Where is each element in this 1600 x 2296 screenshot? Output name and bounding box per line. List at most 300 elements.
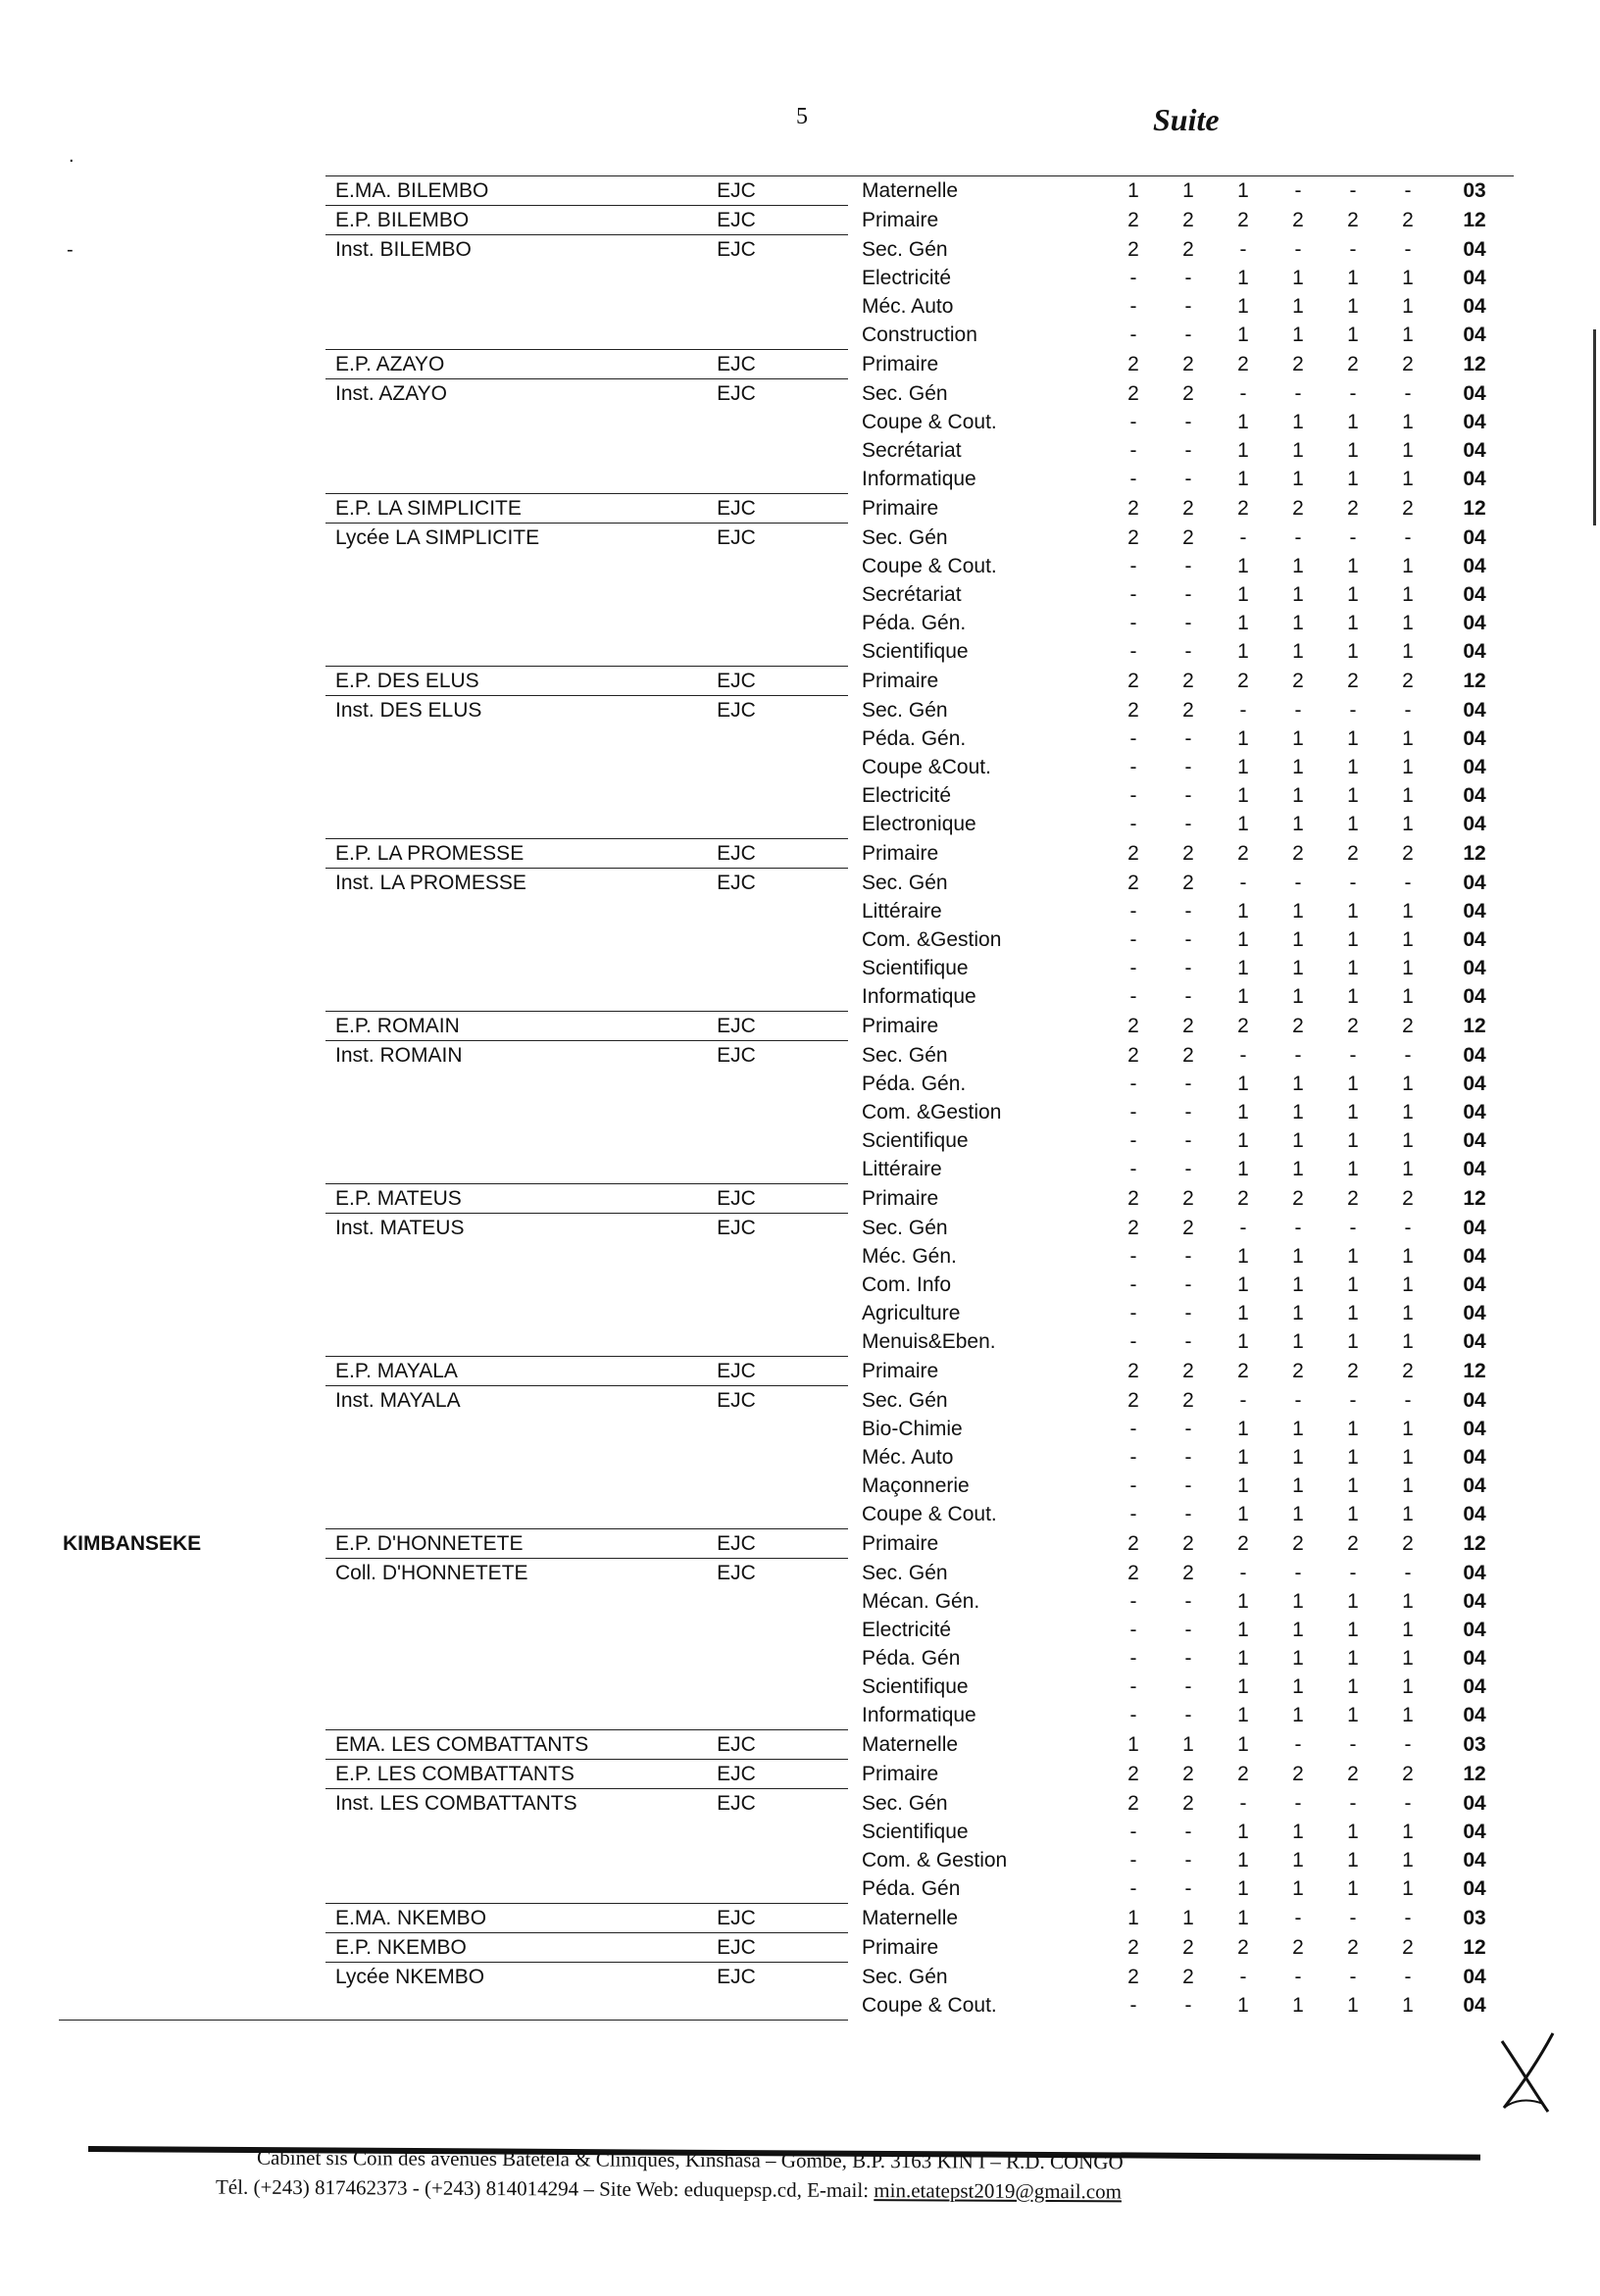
class-count-cell: 1 xyxy=(1402,957,1414,979)
class-count-cell: 2 xyxy=(1292,842,1304,865)
class-count-cell: 1 xyxy=(1292,411,1304,433)
table-row xyxy=(59,1214,1514,1243)
class-count-cell: 2 xyxy=(1182,1187,1194,1210)
school-cell xyxy=(325,264,625,292)
school-cell xyxy=(325,292,625,321)
regime-cell xyxy=(625,1242,848,1271)
class-count-cell: - xyxy=(1129,813,1137,836)
school-cell xyxy=(325,1242,625,1271)
total-cell: 04 xyxy=(1463,1388,1486,1412)
class-count-cell: - xyxy=(1184,583,1192,606)
option-cell: Littéraire xyxy=(862,1158,942,1181)
class-count-cell: 2 xyxy=(1237,1187,1249,1210)
class-count-cell: - xyxy=(1404,871,1412,894)
class-count-cell: 1 xyxy=(1292,1590,1304,1613)
total-cell: 04 xyxy=(1463,1849,1486,1872)
class-count-cell: - xyxy=(1184,727,1192,750)
regime-cell xyxy=(625,1644,848,1672)
class-count-cell: 2 xyxy=(1237,209,1249,231)
option-cell: Sec. Gén xyxy=(862,381,948,405)
total-cell: 04 xyxy=(1463,900,1486,923)
regime-cell: EJC xyxy=(625,1760,848,1789)
class-count-cell: - xyxy=(1184,1619,1192,1641)
total-cell: 12 xyxy=(1463,209,1486,231)
school-cell xyxy=(325,982,625,1012)
class-count-cell: - xyxy=(1294,1965,1302,1988)
regime-cell xyxy=(625,1299,848,1327)
table-row xyxy=(59,1357,1514,1386)
school-cell xyxy=(325,436,625,465)
class-count-cell: 1 xyxy=(1237,1821,1249,1843)
class-count-cell: 2 xyxy=(1127,1561,1139,1584)
class-count-cell: 1 xyxy=(1237,439,1249,462)
total-cell: 04 xyxy=(1463,439,1486,462)
table-row xyxy=(59,1299,1514,1327)
table-row xyxy=(59,1818,1514,1846)
class-count-cell: 1 xyxy=(1216,176,1271,206)
class-count-cell: 1 xyxy=(1402,1994,1414,2018)
class-count-cell: 1 xyxy=(1347,1474,1359,1497)
ville-cell xyxy=(59,408,325,436)
class-count-cell: 1 xyxy=(1237,1330,1249,1354)
ville-cell xyxy=(59,494,325,524)
class-count-cell: 1 xyxy=(1292,1849,1304,1872)
class-count-cell: 1 xyxy=(1292,784,1304,807)
class-count-cell: 1 xyxy=(1347,295,1359,318)
class-count-cell: - xyxy=(1404,1388,1412,1412)
regime-cell: EJC xyxy=(625,350,848,379)
option-cell: Méc. Auto xyxy=(862,1446,954,1469)
class-count-cell: - xyxy=(1129,1418,1137,1440)
total-cell: 04 xyxy=(1463,1273,1486,1296)
ville-cell xyxy=(59,379,325,409)
table-row xyxy=(59,580,1514,609)
class-count-cell: 1 xyxy=(1292,1418,1304,1440)
table-row xyxy=(59,982,1514,1012)
table-row xyxy=(59,1500,1514,1529)
class-count-cell: 1 xyxy=(1237,612,1249,634)
regime-cell: EJC xyxy=(625,206,848,235)
option-cell: Littéraire xyxy=(862,900,942,923)
class-count-cell: - xyxy=(1184,411,1192,433)
class-count-cell: 1 xyxy=(1402,1273,1414,1296)
class-count-cell: 1 xyxy=(1347,900,1359,923)
class-count-cell: 1 xyxy=(1237,1418,1249,1440)
ville-cell xyxy=(59,206,325,235)
ville-cell xyxy=(59,897,325,925)
class-count-cell: 1 xyxy=(1402,727,1414,750)
class-count-cell: 1 xyxy=(1402,1647,1414,1670)
class-count-cell: - xyxy=(1294,237,1302,261)
regime-cell xyxy=(625,1327,848,1357)
total-cell: 04 xyxy=(1463,411,1486,433)
class-count-cell: - xyxy=(1129,756,1137,778)
class-count-cell: 2 xyxy=(1292,1936,1304,1959)
table-row xyxy=(59,379,1514,409)
class-count-cell: 1 xyxy=(1237,267,1249,289)
regime-cell xyxy=(625,1443,848,1472)
class-count-cell: 2 xyxy=(1347,1936,1359,1959)
ville-cell xyxy=(59,1933,325,1963)
class-count-cell: 1 xyxy=(1402,1418,1414,1440)
table-row xyxy=(59,839,1514,869)
ville-cell xyxy=(59,350,325,379)
option-cell: Primaire xyxy=(862,670,939,692)
class-count-cell: - xyxy=(1184,1101,1192,1123)
school-cell xyxy=(325,1327,625,1357)
table-row xyxy=(59,350,1514,379)
school-cell xyxy=(325,724,625,753)
option-cell: Péda. Gén xyxy=(862,1647,961,1670)
ville-cell: KIMBANSEKE xyxy=(63,1531,202,1555)
class-count-cell: 2 xyxy=(1292,209,1304,231)
class-count-cell: 2 xyxy=(1127,1216,1139,1239)
class-count-cell: - xyxy=(1404,1733,1412,1756)
class-count-cell: 1 xyxy=(1347,1273,1359,1296)
class-count-cell: - xyxy=(1129,640,1137,664)
footer-email-link[interactable]: min.etatepst2019@gmail.com xyxy=(874,2178,1123,2204)
regime-cell: EJC xyxy=(625,1933,848,1963)
total-cell: 04 xyxy=(1463,1590,1486,1613)
class-count-cell: - xyxy=(1404,1216,1412,1239)
school-cell: Lycée NKEMBO xyxy=(325,1963,625,1992)
table-row xyxy=(59,321,1514,350)
school-cell xyxy=(325,609,625,637)
class-count-cell: 2 xyxy=(1347,353,1359,375)
class-count-cell: 2 xyxy=(1127,209,1139,231)
class-count-cell: 2 xyxy=(1402,497,1414,520)
ville-cell xyxy=(59,1730,325,1760)
class-count-cell: 1 xyxy=(1237,1877,1249,1901)
ville-cell xyxy=(59,1644,325,1672)
class-count-cell: 1 xyxy=(1292,1675,1304,1698)
class-count-cell: 2 xyxy=(1292,1015,1304,1037)
table-row xyxy=(59,1559,1514,1588)
ville-cell xyxy=(59,1155,325,1184)
class-count-cell: - xyxy=(1184,900,1192,923)
class-count-cell: - xyxy=(1129,324,1137,347)
table-row xyxy=(59,1012,1514,1041)
class-count-cell: 1 xyxy=(1292,1503,1304,1526)
table-row xyxy=(59,1242,1514,1271)
class-count-cell: 2 xyxy=(1182,1763,1194,1785)
option-cell: Primaire xyxy=(862,1015,939,1037)
regime-cell xyxy=(625,1500,848,1529)
table-row xyxy=(59,1789,1514,1819)
school-cell: E.P. MATEUS xyxy=(325,1184,625,1214)
option-cell: Scientifique xyxy=(862,1821,969,1843)
class-count-cell: - xyxy=(1129,1330,1137,1354)
class-count-cell: - xyxy=(1349,1907,1357,1929)
option-cell: Primaire xyxy=(862,1936,939,1959)
class-count-cell: 1 xyxy=(1347,756,1359,778)
ville-cell xyxy=(59,1415,325,1443)
class-count-cell: 1 xyxy=(1237,1503,1249,1526)
class-count-cell: - xyxy=(1239,237,1247,261)
class-count-cell: 2 xyxy=(1182,1532,1194,1555)
class-count-cell: - xyxy=(1184,1994,1192,2018)
class-count-cell: 2 xyxy=(1402,209,1414,231)
class-count-cell: 2 xyxy=(1182,1791,1194,1815)
class-count-cell: 1 xyxy=(1402,813,1414,836)
option-cell: Primaire xyxy=(862,209,939,231)
class-count-cell: 2 xyxy=(1127,698,1139,722)
regime-cell xyxy=(625,1616,848,1644)
class-count-cell: - xyxy=(1349,698,1357,722)
class-count-cell: 1 xyxy=(1347,1302,1359,1324)
table-row xyxy=(59,1760,1514,1789)
class-count-cell: 1 xyxy=(1127,1733,1139,1756)
class-count-cell: 1 xyxy=(1347,1590,1359,1613)
class-count-cell: 1 xyxy=(1347,1647,1359,1670)
class-count-cell: - xyxy=(1349,871,1357,894)
class-count-cell: 1 xyxy=(1237,813,1249,836)
class-count-cell: - xyxy=(1129,1245,1137,1268)
class-count-cell: 1 xyxy=(1292,1129,1304,1152)
class-count-cell: 1 xyxy=(1402,640,1414,664)
class-count-cell: 2 xyxy=(1292,1360,1304,1382)
class-count-cell: 1 xyxy=(1237,900,1249,923)
class-count-cell: 1 xyxy=(1237,324,1249,347)
class-count-cell: - xyxy=(1380,176,1435,206)
table-row xyxy=(59,1846,1514,1874)
class-count-cell: 1 xyxy=(1237,1101,1249,1123)
option-cell: Sec. Gén xyxy=(862,237,948,261)
class-count-cell: 1 xyxy=(1347,727,1359,750)
total-cell: 12 xyxy=(1463,1360,1486,1382)
class-count-cell: - xyxy=(1184,1418,1192,1440)
class-count-cell: - xyxy=(1129,1302,1137,1324)
class-count-cell: 2 xyxy=(1182,1965,1194,1988)
class-count-cell: - xyxy=(1325,176,1380,206)
table-row xyxy=(59,206,1514,235)
school-cell xyxy=(325,408,625,436)
option-cell: Com. Info xyxy=(862,1273,952,1296)
ville-cell xyxy=(59,1126,325,1155)
school-cell: E.MA. NKEMBO xyxy=(325,1904,625,1933)
school-cell xyxy=(325,753,625,781)
total-cell: 04 xyxy=(1463,1043,1486,1067)
regime-cell: EJC xyxy=(625,1184,848,1214)
regime-cell: EJC xyxy=(625,1529,848,1559)
table-row xyxy=(59,1327,1514,1357)
regime-cell xyxy=(625,436,848,465)
class-count-cell: 1 xyxy=(1402,1129,1414,1152)
option-cell: Electricité xyxy=(862,1619,952,1641)
class-count-cell: - xyxy=(1129,1619,1137,1641)
total-cell: 04 xyxy=(1463,583,1486,606)
class-count-cell: - xyxy=(1294,381,1302,405)
table-row xyxy=(59,954,1514,982)
class-count-cell: - xyxy=(1129,555,1137,577)
scan-edge-mark xyxy=(1593,329,1596,525)
option-cell: Primaire xyxy=(862,1187,939,1210)
class-count-cell: - xyxy=(1239,1388,1247,1412)
class-count-cell: 2 xyxy=(1402,1360,1414,1382)
regime-cell xyxy=(625,1874,848,1904)
table-row xyxy=(59,524,1514,553)
class-count-cell: - xyxy=(1129,468,1137,491)
class-count-cell: 2 xyxy=(1127,1936,1139,1959)
school-cell: Inst. LES COMBATTANTS xyxy=(325,1789,625,1819)
class-count-cell: 1 xyxy=(1402,583,1414,606)
school-cell xyxy=(325,1644,625,1672)
ville-cell xyxy=(59,1098,325,1126)
class-count-cell: 1 xyxy=(1347,1245,1359,1268)
total-cell: 12 xyxy=(1463,1187,1486,1210)
class-count-cell: - xyxy=(1239,1043,1247,1067)
regime-cell: EJC xyxy=(625,1214,848,1243)
class-count-cell: 2 xyxy=(1237,1936,1249,1959)
class-count-cell: 1 xyxy=(1292,985,1304,1009)
class-count-cell: 1 xyxy=(1292,612,1304,634)
class-count-cell: 1 xyxy=(1347,1503,1359,1526)
ville-cell xyxy=(59,637,325,667)
school-cell: Lycée LA SIMPLICITE xyxy=(325,524,625,553)
class-count-cell: 1 xyxy=(1292,1446,1304,1469)
school-cell xyxy=(325,1500,625,1529)
class-count-cell: - xyxy=(1129,900,1137,923)
ville-cell xyxy=(59,1242,325,1271)
class-count-cell: 1 xyxy=(1237,1675,1249,1698)
school-cell xyxy=(325,465,625,494)
total-cell: 04 xyxy=(1463,295,1486,318)
school-cell xyxy=(325,1991,625,2021)
school-cell xyxy=(325,1672,625,1701)
class-count-cell: 1 xyxy=(1237,756,1249,778)
table-row xyxy=(59,609,1514,637)
class-count-cell: 1 xyxy=(1347,1073,1359,1095)
total-cell: 12 xyxy=(1463,670,1486,692)
table-row xyxy=(59,465,1514,494)
option-cell: Primaire xyxy=(862,353,939,375)
option-cell: Primaire xyxy=(862,842,939,865)
option-cell: Secrétariat xyxy=(862,439,962,462)
class-count-cell: - xyxy=(1404,1907,1412,1929)
class-count-cell: 2 xyxy=(1237,670,1249,692)
option-cell: Scientifique xyxy=(862,1675,969,1698)
class-count-cell: 1 xyxy=(1347,784,1359,807)
class-count-cell: 1 xyxy=(1182,1733,1194,1756)
class-count-cell: - xyxy=(1129,1704,1137,1727)
regime-cell: EJC xyxy=(625,235,848,265)
option-cell: Sec. Gén xyxy=(862,1965,948,1988)
ville-cell xyxy=(59,1587,325,1616)
option-cell: Primaire xyxy=(862,1532,939,1555)
option-cell: Sec. Gén xyxy=(862,1388,948,1412)
ville-cell xyxy=(59,1818,325,1846)
regime-cell xyxy=(625,408,848,436)
option-cell: Electricité xyxy=(862,784,952,807)
table-row xyxy=(59,1874,1514,1904)
option-cell: Coupe & Cout. xyxy=(862,1503,997,1526)
option-cell: Bio-Chimie xyxy=(862,1418,963,1440)
class-count-cell: 2 xyxy=(1127,1187,1139,1210)
class-count-cell: 2 xyxy=(1347,497,1359,520)
table-row xyxy=(59,176,1514,206)
option-cell: Construction xyxy=(862,324,977,347)
total-cell: 04 xyxy=(1463,1647,1486,1670)
option-cell: Sec. Gén xyxy=(862,1561,948,1584)
school-cell: Inst. LA PROMESSE xyxy=(325,869,625,898)
total-cell: 04 xyxy=(1463,1561,1486,1584)
class-count-cell: - xyxy=(1184,1590,1192,1613)
total-cell: 12 xyxy=(1463,1763,1486,1785)
total-cell: 04 xyxy=(1463,1877,1486,1901)
class-count-cell: - xyxy=(1129,1877,1137,1901)
class-count-cell: 2 xyxy=(1402,670,1414,692)
school-cell xyxy=(325,1098,625,1126)
class-count-cell: 1 xyxy=(1292,928,1304,951)
table-row xyxy=(59,1184,1514,1214)
class-count-cell: 1 xyxy=(1402,1101,1414,1123)
class-count-cell: - xyxy=(1129,957,1137,979)
class-count-cell: 2 xyxy=(1402,842,1414,865)
regime-cell xyxy=(625,552,848,580)
option-cell: Péda. Gén. xyxy=(862,727,967,750)
class-count-cell: - xyxy=(1404,381,1412,405)
class-count-cell: - xyxy=(1129,1073,1137,1095)
table-row xyxy=(59,235,1514,265)
class-count-cell: 1 xyxy=(1292,640,1304,664)
option-cell: Sec. Gén xyxy=(862,525,948,549)
ville-cell xyxy=(59,1789,325,1819)
total-cell: 04 xyxy=(1463,1474,1486,1497)
class-count-cell: 1 xyxy=(1347,928,1359,951)
ville-cell xyxy=(59,1672,325,1701)
total-cell: 04 xyxy=(1463,928,1486,951)
class-count-cell: 1 xyxy=(1347,957,1359,979)
ville-cell xyxy=(59,1874,325,1904)
class-count-cell: - xyxy=(1349,1965,1357,1988)
class-count-cell: - xyxy=(1239,871,1247,894)
total-cell: 04 xyxy=(1463,555,1486,577)
class-count-cell: 2 xyxy=(1127,1763,1139,1785)
option-cell: Sec. Gén xyxy=(862,1043,948,1067)
class-count-cell: - xyxy=(1294,1216,1302,1239)
class-count-cell: - xyxy=(1184,1330,1192,1354)
class-count-cell: - xyxy=(1239,1965,1247,1988)
ville-cell xyxy=(59,524,325,553)
class-count-cell: - xyxy=(1129,784,1137,807)
table-row xyxy=(59,552,1514,580)
class-count-cell: 1 xyxy=(1237,1273,1249,1296)
regime-cell xyxy=(625,1415,848,1443)
total-cell: 04 xyxy=(1463,1418,1486,1440)
ville-cell xyxy=(59,869,325,898)
ville-cell xyxy=(59,609,325,637)
school-cell xyxy=(325,1587,625,1616)
school-cell: EMA. LES COMBATTANTS xyxy=(325,1730,625,1760)
class-count-cell: - xyxy=(1349,237,1357,261)
option-cell: Sec. Gén xyxy=(862,698,948,722)
school-cell xyxy=(325,1155,625,1184)
class-count-cell: - xyxy=(1184,1474,1192,1497)
class-count-cell: - xyxy=(1129,1446,1137,1469)
regime-cell: EJC xyxy=(625,696,848,725)
regime-cell: EJC xyxy=(625,1357,848,1386)
class-count-cell: 1 xyxy=(1237,1158,1249,1181)
regime-cell xyxy=(625,1991,848,2021)
class-count-cell: 1 xyxy=(1402,612,1414,634)
option-cell: Maternelle xyxy=(848,176,1106,206)
class-count-cell: 1 xyxy=(1402,784,1414,807)
ville-cell xyxy=(59,1357,325,1386)
class-count-cell: - xyxy=(1239,1561,1247,1584)
class-count-cell: 1 xyxy=(1402,1330,1414,1354)
regime-cell xyxy=(625,1587,848,1616)
table-row xyxy=(59,753,1514,781)
